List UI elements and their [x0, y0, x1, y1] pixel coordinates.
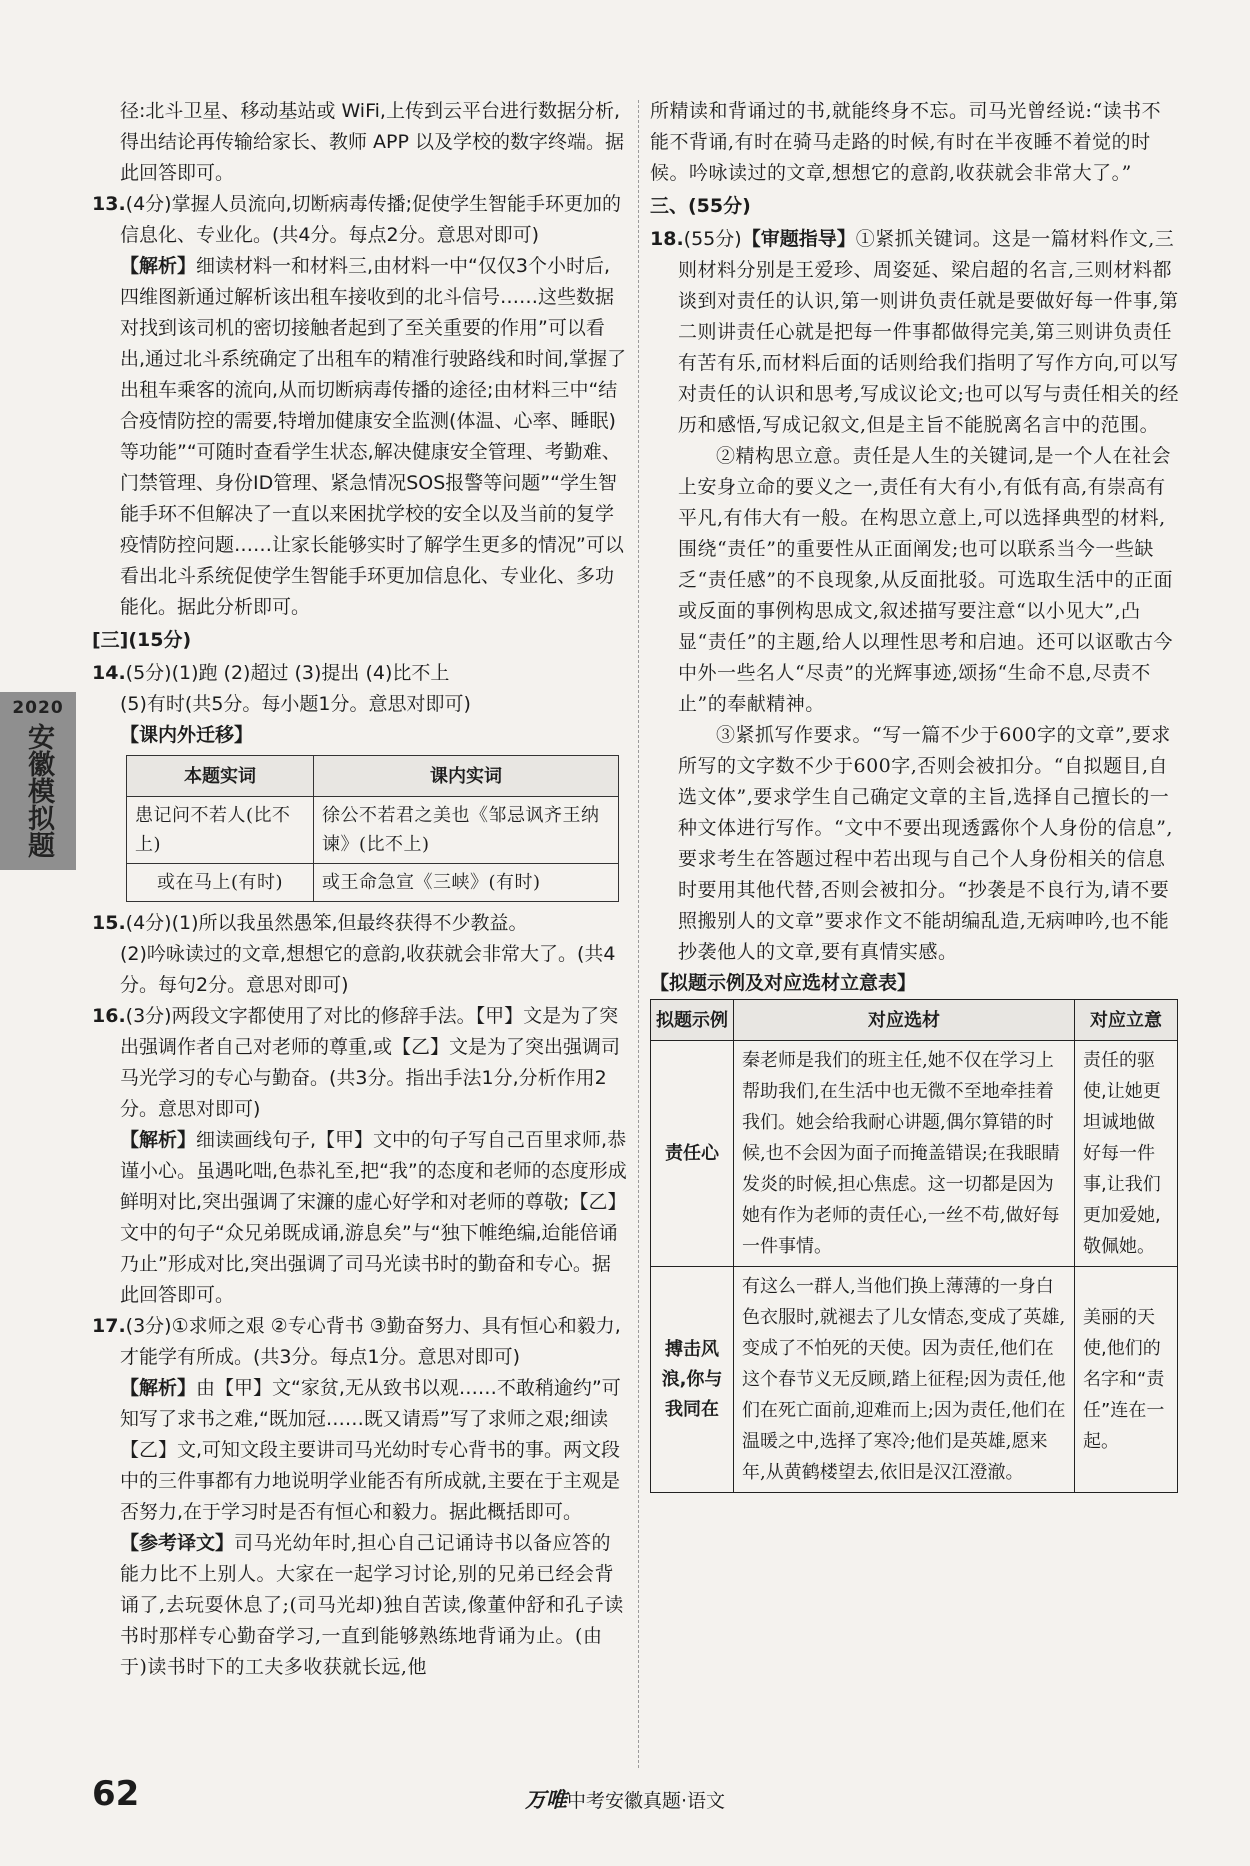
q17-analysis-text: 由【甲】文“家贫,无从致书以观……不敢稍逾约”可知写了求书之难,“既加冠……既又请焉”写了求师之艰;细读【乙】文,可知文段主要讲司马光幼时专心背书的事。两文段中的三件事都有力地说明学业能否有所成就,主要在于主观是否努力,在于学习时是否有恒心和毅力。据此概括即可。	[120, 1377, 621, 1523]
q17-translation-tag: 【参考译文】	[120, 1532, 235, 1554]
page-footer	[0, 1784, 1250, 1814]
q13-analysis-text: 细读材料一和材料三,由材料一中“仅仅3个小时后,四维图新通过解析该出租车接收到的北斗信号……这些数据对找到该司机的密切接触者起到了至关重要的作用”可以看出,通过北斗系统确定了出租车的精准行驶路线和时间,掌握了出租车乘客的流向,从而切断病毒传播的途径;由材料三中“结合疫情防控的需要,特增加健康安全监测(体温、心率、睡眠)等功能”“可随时查看学生状态,解决健康安全管理、考勤难、门禁管理、身份ID管理、紧急情况SOS报警等问题”“学生智能手环不但解决了一直以来困扰学校的安全以及当前的复学疫情防控问题……让家长能够实时了解学生更多的情况”可以看出北斗系统促使学生智能手环更加信息化、专业化、多功能化。据此分析即可。	[120, 255, 627, 618]
table-cell: 秦老师是我们的班主任,她不仅在学习上帮助我们,在生活中也无微不至地牵挂着我们。她会给我耐心讲题,偶尔算错的时候,也不会因为面子而掩盖错误;在我眼睛发炎的时候,担心焦虑。这一切都是因为她有作为老师的责任心,一丝不苟,做好每一件事情。	[734, 1041, 1075, 1267]
table-row	[651, 1267, 1178, 1493]
table-header: 课内实词	[314, 756, 619, 797]
topic-table-title: 【拟题示例及对应选材立意表】	[650, 972, 917, 994]
table-header: 拟题示例	[651, 1000, 734, 1041]
q15-answer	[92, 908, 627, 939]
q17-analysis	[92, 1373, 627, 1528]
left-column	[92, 96, 627, 1683]
q16-answer	[92, 1001, 627, 1125]
side-tab	[0, 692, 76, 870]
table-cell: 或在马上(有时)	[127, 864, 314, 902]
table-cell: 责任的驱使,让她更坦诚地做好每一件事,让我们更加爱她,敬佩她。	[1075, 1041, 1178, 1267]
section-3-writing-heading: 三、(55分)	[650, 195, 751, 217]
footer-text: 中考安徽真题·语文	[566, 1790, 726, 1812]
q16-analysis-text: 细读画线句子,【甲】文中的句子写自己百里求师,恭谨小心。虽遇叱咄,色恭礼至,把“我”的态度和老师的态度形成鲜明对比,突出强调了宋濂的虚心好学和对老师的尊敬;【乙】文中的句子“众兄弟既成诵,游息矣”与“独下帷绝编,迨能倍诵乃止”形成对比,突出强调了司马光读书时的勤奋和专心。据此回答即可。	[120, 1129, 627, 1306]
table-cell: 患记问不若人(比不上)	[127, 797, 314, 864]
q13-analysis	[92, 251, 627, 623]
q17-translation	[92, 1528, 627, 1683]
translation-continuation: 所精读和背诵过的书,就能终身不忘。司马光曾经说:“读书不能不背诵,有时在骑马走路的时候,有时在半夜睡不着觉的时候。吟咏读过的文章,想想它的意韵,收获就会非常大了。”	[650, 100, 1162, 184]
q14-text: (5分)(1)跑 (2)超过 (3)提出 (4)比不上	[125, 662, 450, 684]
q12-continuation: 径:北斗卫星、移动基站或 WiFi,上传到云平台进行数据分析,得出结论再传输给家长、教师 APP 以及学校的数字终端。据此回答即可。	[120, 100, 624, 184]
q18-guidance-p2: ②精构思立意。责任是人生的关键词,是一个人在社会上安身立命的要义之一,责任有大有小,有低有高,有崇高有平凡,有伟大有一般。在构思立意上,可以选择典型的材料,围绕“责任”的重要性从正面阐发;也可以联系当今一些缺乏“责任感”的不良现象,从反面批驳。可选取生活中的正面或反面的事例构思成文,叙述描写要注意“以小见大”,凸显“责任”的主题,给人以理性思考和启迪。还可以讴歌古今中外一些名人“尽责”的光辉事迹,颂扬“生命不息,尽责不止”的奉献精神。	[678, 445, 1173, 715]
q17-analysis-tag: 【解析】	[120, 1377, 197, 1399]
q14-answer-2: (5)有时(共5分。每小题1分。意思对即可)	[120, 693, 471, 715]
table-cell: 美丽的天使,他们的名字和“责任”连在一起。	[1075, 1267, 1178, 1493]
q16-text: (3分)两段文字都使用了对比的修辞手法。【甲】文是为了突出强调作者自己对老师的尊重,或【乙】文是为了突出强调司马光学习的专心与勤奋。(共3分。指出手法1分,分析作用2分。意思对即可)	[120, 1005, 621, 1120]
table-cell: 徐公不若君之美也《邹忌讽齐王纳谏》(比不上)	[314, 797, 619, 864]
table-header: 对应立意	[1075, 1000, 1178, 1041]
word-comparison-table	[126, 755, 619, 902]
q17-number: 17.	[92, 1315, 126, 1337]
q14-answer	[92, 658, 627, 689]
table-cell: 有这么一群人,当他们换上薄薄的一身白色衣服时,就褪去了儿女情态,变成了英雄,变成了不怕死的天使。因为责任,他们在这个春节义无反顾,踏上征程;因为责任,他们在死亡面前,迎难而上;因为责任,他们在温暖之中,选择了寒冷;他们是英雄,愿来年,从黄鹤楼望去,依旧是汉江澄澈。	[734, 1267, 1075, 1493]
q14-transfer-tag: 【课内外迁移】	[120, 724, 254, 746]
q15-number: 15.	[92, 912, 126, 934]
table-row	[127, 864, 619, 902]
column-divider	[638, 100, 639, 1768]
page-number: 62	[92, 1774, 140, 1814]
q17-answer	[92, 1311, 627, 1373]
q18-guidance-p1: ①紧抓关键词。这是一篇材料作文,三则材料分别是王爱珍、周姿延、梁启超的名言,三则材料都谈到对责任的认识,第一则讲负责任就是要做好每一件事,第二则讲责任心就是把每一件事都做得完美,第三则讲负责任有苦有乐,而材料后面的话则给我们指明了写作方向,可以写对责任的认识和思考,写成议论文;也可以写与责任相关的经历和感悟,写成记叙文,但是主旨不能脱离名言中的范围。	[678, 228, 1179, 436]
q13-answer	[92, 189, 627, 251]
q16-analysis-tag: 【解析】	[120, 1129, 197, 1151]
q17-text: (3分)①求师之艰 ②专心背书 ③勤奋努力、具有恒心和毅力,才能学有所成。(共3分。每点1分。意思对即可)	[120, 1315, 621, 1368]
table-header: 对应选材	[734, 1000, 1075, 1041]
table-cell: 责任心	[651, 1041, 734, 1267]
q18-guidance-tag: 【审题指导】	[741, 228, 856, 250]
q17-translation-text: 司马光幼年时,担心自己记诵诗书以备应答的能力比不上别人。大家在一起学习讨论,别的兄弟已经会背诵了,去玩耍休息了;(司马光却)独自苦读,像董仲舒和孔子读书时那样专心勤奋学习,一直到能够熟练地背诵为止。(由于)读书时下的工夫多收获就长远,他	[120, 1532, 624, 1678]
q14-number: 14.	[92, 662, 126, 684]
q15-text: (4分)(1)所以我虽然愚笨,但最终获得不少教益。	[125, 912, 528, 934]
section-3-heading: [三](15分)	[92, 629, 192, 651]
table-cell: 或王命急宣《三峡》(有时)	[314, 864, 619, 902]
footer-brand: 万唯	[524, 1788, 567, 1812]
topic-examples-table	[650, 999, 1178, 1493]
q13-number: 13.	[92, 193, 126, 215]
q13-text: (4分)掌握人员流向,切断病毒传播;促使学生智能手环更加的信息化、专业化。(共4分。每点2分。意思对即可)	[120, 193, 622, 246]
q18-guidance-p3: ③紧抓写作要求。“写一篇不少于600字的文章”,要求所写的文字数不少于600字,否则会被扣分。“自拟题目,自选文体”,要求学生自己确定文章的主旨,选择自己擅长的一种文体进行写作。“文中不要出现透露你个人身份的信息”,要求考生在答题过程中若出现与自己个人身份相关的信息时要用其他代替,否则会被扣分。“抄袭是不良行为,请不要照搬别人的文章”要求作文不能胡编乱造,无病呻吟,也不能抄袭他人的文章,要有真情实感。	[678, 724, 1173, 963]
table-header: 本题实词	[127, 756, 314, 797]
q18-number: 18.	[650, 228, 684, 250]
q18-score: (55分)	[683, 228, 742, 250]
q16-analysis	[92, 1125, 627, 1311]
q16-number: 16.	[92, 1005, 126, 1027]
table-cell: 搏击风浪,你与我同在	[651, 1267, 734, 1493]
table-row	[127, 797, 619, 864]
side-tab-title: 安徽模拟题	[23, 722, 54, 858]
table-row	[651, 1041, 1178, 1267]
q13-analysis-tag: 【解析】	[120, 255, 197, 277]
right-column	[650, 96, 1180, 1493]
side-tab-year: 2020	[12, 698, 64, 718]
q15-answer-2: (2)吟咏读过的文章,想想它的意韵,收获就会非常大了。(共4分。每句2分。意思对即可)	[120, 943, 616, 996]
q18-guidance	[650, 224, 1180, 441]
